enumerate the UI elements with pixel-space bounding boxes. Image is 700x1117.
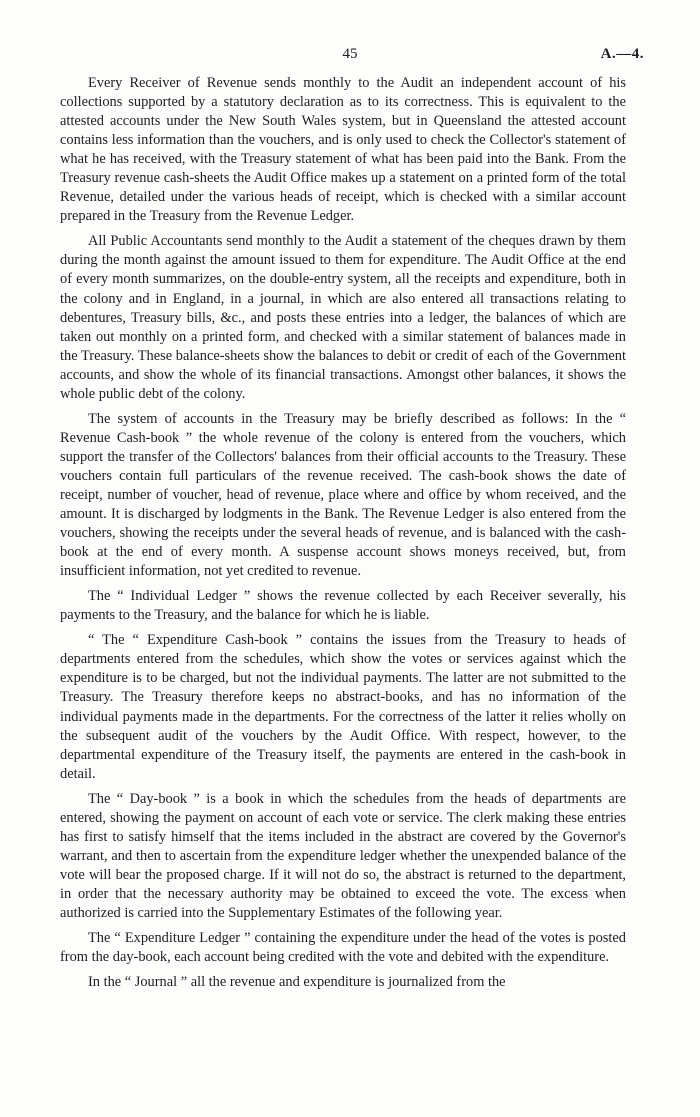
paragraph-receivers-of-revenue: Every Receiver of Revenue sends monthly to the Audit an independent account of his collections supported by a statutory declaration as to its correctness. This is equivalent to the attested accounts under the New South Wales system, but in Queensland the attested account contains less information than the vouchers, and is only used to check the Collector's statement of what he has received, with the Treasury statement of what has been paid into the Bank. From the Treasury revenue cash-sheets the Audit Office makes up a statement on a printed form of the total Revenue, detailed under the various heads of receipt, which is checked with a similar account prepared in the Treasury from the Revenue Ledger. <box>60 75 626 225</box>
paragraph-journal: In the “ Journal ” all the revenue and expenditure is journalized from the <box>88 974 506 991</box>
paragraph-day-book: The “ Day-book ” is a book in which the schedules from the heads of departments are entered, showing the payment on account of each vote or service. The clerk making these entries has first to satisfy himself that the items included in the abstract are covered by the Governor's warrant, and then to ascertain from the expenditure ledger whether the unexpended balance of the vote will bear the proposed charge. If it will not do so, the abstract is returned to the department, in order that the necessary authority may be obtained to exceed the vote. The excess when authorized is carried into the Supplementary Estimates of the following year. <box>60 790 626 921</box>
paragraph-treasury-accounts-system: The system of accounts in the Treasury may be briefly described as follows: In the “ Revenue Cash-book ” the whole revenue of the colony is entered from the vouchers, which support the transfer of the Collectors' balances from their official accounts to the Treasury. These vouchers contain full particulars of the revenue received. The cash-book shows the date of receipt, number of voucher, head of revenue, place where and office by whom received, and the amount. It is discharged by lodgments in the Bank. The Revenue Ledger is also entered from the vouchers, showing the receipts under the several heads of revenue, and is balanced with the cash-book at the end of every month. A suspense account shows moneys received, but, from insufficient information, not yet credited to revenue. <box>60 410 626 580</box>
page-number: 45 <box>342 46 358 62</box>
document-reference: A.—4. <box>600 46 644 62</box>
paragraph-expenditure-ledger: The “ Expenditure Ledger ” containing the expenditure under the head of the votes is posted from the day-book, each account being credited with the vote and debited with the expenditure. <box>60 930 626 966</box>
paragraph-expenditure-cash-book: “ The “ Expenditure Cash-book ” contains the issues from the Treasury to heads of departments entered from the schedules, which show the votes or services against which the expenditure is to be charged, but not the individual payments. The latter are not submitted to the Treasury. The Treasury therefore keeps no abstract-books, and has no information of the individual payments made in the departments. For the correctness of the latter it relies wholly on the subsequent audit of the vouchers by the Audit Office. With respect, however, to the departmental expenditure of the Treasury itself, the payments are entered in the cash-book in detail. <box>60 632 626 782</box>
body-text <box>60 74 626 992</box>
paragraph-individual-ledger: The “ Individual Ledger ” shows the revenue collected by each Receiver severally, his payments to the Treasury, and the balance for which he is liable. <box>60 588 626 624</box>
page-header <box>56 46 644 68</box>
paragraph-public-accountants: All Public Accountants send monthly to the Audit a statement of the cheques drawn by them during the month against the amount issued to them for expenditure. The Audit Office at the end of every month summarizes, on the double-entry system, all the receipts and expenditure, both in the colony and in England, in a journal, in which are also entered all transactions relating to debentures, Treasury bills, &c., and posts these entries into a ledger, the balances of which are taken out monthly on a printed form, and checked with a similar statement of balances made in the Treasury. These balance-sheets show the balances to debit or credit of each of the Government accounts, and show the whole of its financial transactions. Amongst other balances, it shows the whole public debt of the colony. <box>60 233 626 402</box>
